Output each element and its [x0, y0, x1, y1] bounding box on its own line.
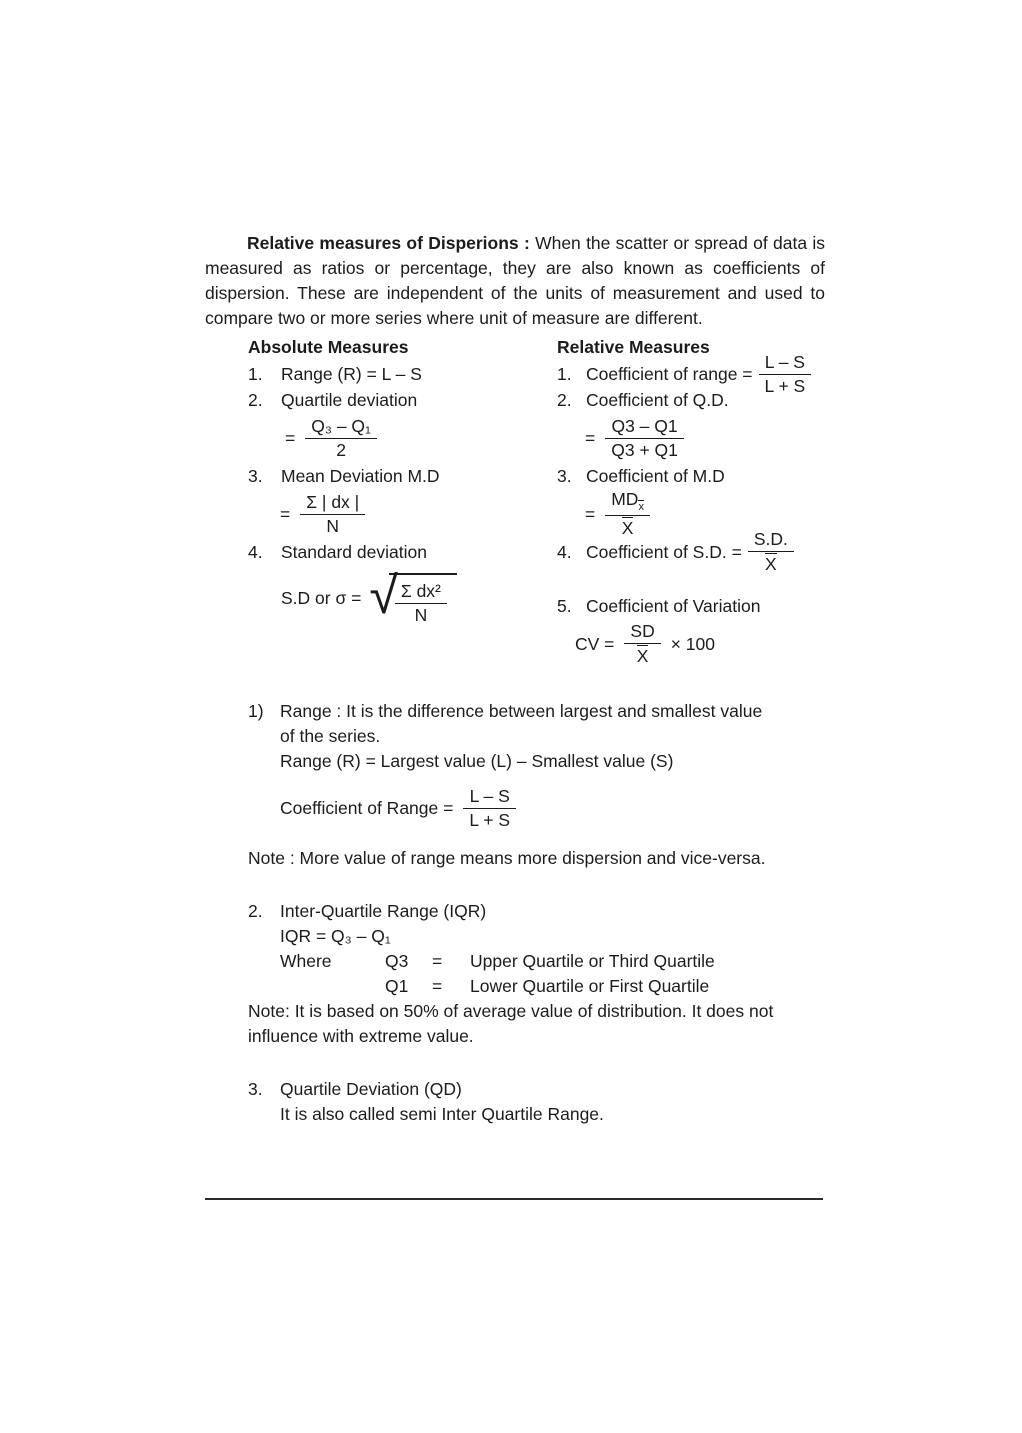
times-100: × 100	[670, 633, 715, 654]
fraction	[624, 621, 660, 667]
absolute-measures-column	[248, 335, 557, 669]
formula-lead: S.D or σ =	[281, 587, 362, 608]
footer-rule	[205, 1198, 823, 1200]
relative-item-1	[557, 351, 825, 396]
section-title: Quartile Deviation (QD)	[280, 1079, 462, 1099]
fraction-numerator	[605, 489, 650, 514]
item-number: 4.	[248, 541, 263, 562]
item-text: Coefficient of S.D. =	[586, 541, 742, 562]
intro-text: When the scatter or spread of data is measured as ratios or percentage, they are also known as coefficients of dispersion. These are independent of the units of measurement and used to compare two or more series where unit of measure are different.	[205, 233, 825, 328]
fraction	[748, 529, 794, 575]
q1-symbol: Q1	[385, 976, 409, 996]
item-text: Range (R) = L – S	[281, 363, 422, 384]
intro-paragraph	[205, 231, 825, 331]
fraction-numerator: SD	[630, 621, 655, 641]
item-text: Coefficient of Q.D.	[586, 389, 729, 410]
x-bar-subscript: x	[638, 500, 644, 513]
item-text: Coefficient of Variation	[586, 595, 761, 616]
absolute-item-1	[248, 361, 557, 387]
fraction-denominator: 2	[305, 438, 377, 461]
item-number: 1.	[248, 363, 263, 384]
range-formula: Range (R) = Largest value (L) – Smallest value (S)	[280, 751, 674, 771]
x-bar-symbol: X	[764, 554, 777, 574]
coefficient-of-variation-formula	[557, 619, 825, 669]
item-number: 2.	[557, 389, 572, 410]
item-number: 3.	[557, 465, 572, 486]
equals-sign: =	[285, 427, 296, 448]
where-spacer	[280, 974, 385, 999]
formula-lead: Coefficient of Range =	[280, 797, 454, 818]
fraction	[759, 352, 812, 397]
equals-sign: =	[432, 951, 443, 971]
note-line: influence with extreme value.	[248, 1026, 474, 1046]
section-body	[280, 899, 825, 999]
item-number: 5.	[557, 595, 572, 616]
section-text-line: of the series.	[280, 726, 381, 746]
fraction-numerator: S.D.	[753, 529, 788, 549]
section-number: 2.	[248, 901, 263, 921]
quartile-deviation-formula	[248, 413, 557, 463]
coefficient-qd-formula	[557, 413, 825, 463]
section-text-line: Range : It is the difference between largest and smallest value	[280, 701, 763, 721]
fraction-numerator: L – S	[764, 351, 805, 372]
section-number: 3.	[248, 1079, 263, 1099]
item-number: 2.	[248, 389, 263, 410]
fraction-denominator: N	[395, 603, 447, 626]
md-symbol: MD	[611, 489, 639, 510]
fraction-denominator	[605, 515, 650, 539]
relative-measures-column	[557, 335, 825, 669]
section-iqr	[205, 899, 825, 999]
x-bar-symbol: X	[621, 517, 634, 538]
intro-lead: Relative measures of Disperions :	[247, 233, 536, 253]
q1-definition: Lower Quartile or First Quartile	[470, 976, 710, 996]
note-line: Note: It is based on 50% of average value of distribution. It does not	[248, 1001, 774, 1021]
fraction	[463, 786, 516, 831]
relative-item-3	[557, 463, 825, 489]
page-content	[205, 231, 825, 1127]
x-bar-symbol: X	[636, 646, 649, 666]
inline-fraction-wrap	[759, 351, 812, 396]
fraction-denominator: L + S	[759, 374, 812, 397]
equals-sign: =	[280, 503, 291, 524]
q3-symbol: Q3	[385, 951, 409, 971]
fraction	[395, 581, 447, 626]
fraction	[305, 416, 377, 461]
fraction	[605, 416, 684, 461]
item-text: Coefficient of M.D	[586, 465, 725, 486]
equals-sign: =	[432, 976, 443, 996]
section-body	[280, 699, 825, 834]
fraction-numerator: Σ dx²	[400, 580, 441, 601]
radical-sign-icon: √	[369, 566, 398, 625]
mean-deviation-formula	[248, 489, 557, 539]
fraction-denominator: L + S	[463, 808, 516, 831]
fraction-denominator	[748, 551, 794, 575]
fraction	[605, 489, 650, 538]
inline-fraction-wrap	[748, 529, 794, 574]
item-text: Standard deviation	[281, 541, 427, 562]
fraction-numerator: Q₃ – Q₁	[311, 415, 371, 436]
measures-comparison	[205, 335, 825, 669]
fraction	[300, 492, 365, 537]
equals-sign: =	[585, 427, 596, 448]
coefficient-of-range-formula	[280, 782, 825, 834]
section-qd	[205, 1077, 825, 1127]
where-label: Where	[280, 951, 332, 971]
fraction-numerator: L – S	[469, 785, 510, 806]
fraction-denominator: N	[300, 514, 365, 537]
relative-item-5	[557, 593, 825, 619]
section-title: Inter-Quartile Range (IQR)	[280, 901, 487, 921]
square-root	[369, 566, 457, 626]
fraction-numerator: Σ | dx |	[306, 491, 360, 512]
where-row-q3	[280, 949, 825, 974]
fraction-numerator: Q3 – Q1	[611, 415, 678, 436]
formula-lead: CV =	[575, 633, 615, 654]
standard-deviation-formula	[248, 565, 557, 631]
where-row-q1	[280, 974, 825, 999]
iqr-formula: IQR = Q₃ – Q₁	[280, 926, 391, 946]
section-range	[205, 699, 825, 834]
fraction-denominator	[624, 643, 660, 667]
radicand	[389, 573, 457, 626]
fraction-denominator: Q3 + Q1	[605, 438, 684, 461]
item-number: 3.	[248, 465, 263, 486]
item-text: Coefficient of range =	[586, 363, 753, 384]
item-text: Mean Deviation M.D	[281, 465, 440, 486]
equals-sign: =	[585, 503, 596, 524]
section-text-line: It is also called semi Inter Quartile Range.	[280, 1104, 604, 1124]
q3-definition: Upper Quartile or Third Quartile	[470, 951, 715, 971]
range-note: Note : More value of range means more dispersion and vice-versa.	[248, 848, 766, 868]
item-number: 4.	[557, 541, 572, 562]
relative-measures-header: Relative Measures	[557, 337, 710, 357]
absolute-item-2	[248, 387, 557, 413]
item-text: Quartile deviation	[281, 389, 418, 410]
absolute-measures-header: Absolute Measures	[248, 337, 409, 357]
section-number: 1)	[248, 701, 264, 721]
section-body	[280, 1077, 825, 1127]
relative-item-4	[557, 529, 825, 574]
item-number: 1.	[557, 363, 572, 384]
iqr-note	[205, 999, 825, 1049]
absolute-item-3	[248, 463, 557, 489]
absolute-item-4	[248, 539, 557, 565]
